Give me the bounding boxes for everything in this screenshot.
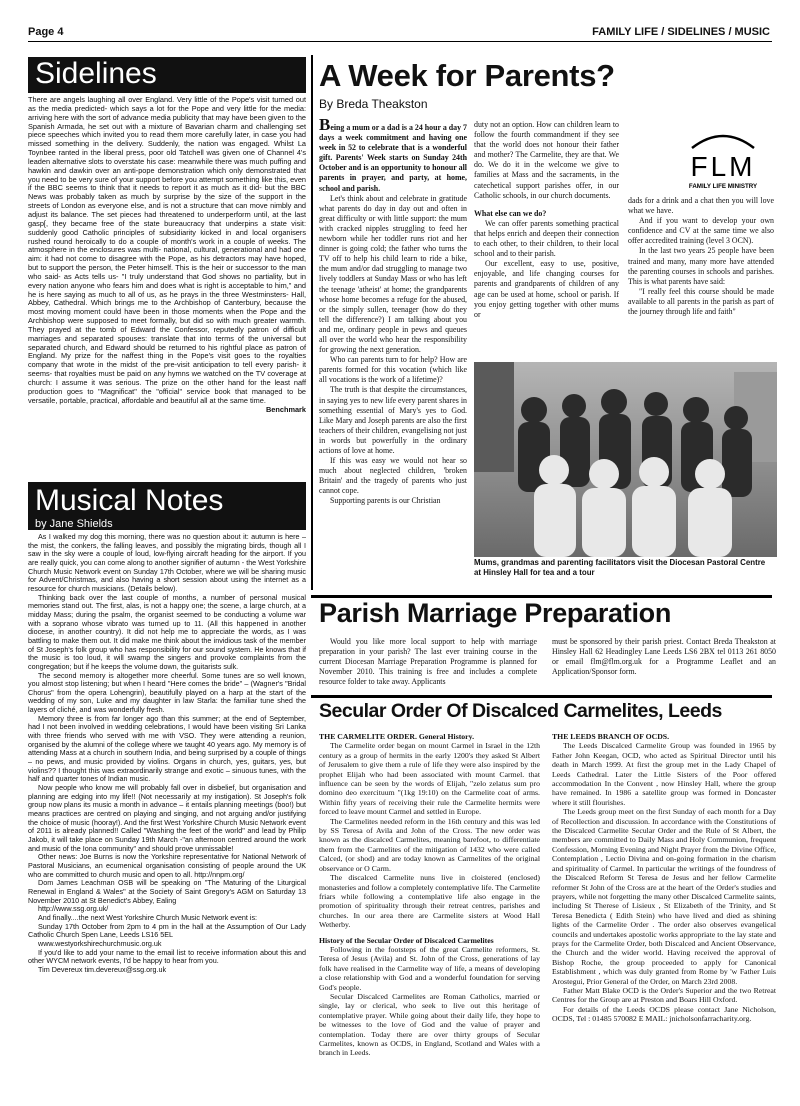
week-lead: eing a mum or a dad is a 24 hour a day 7 days a week commitment and having one week in 52 to celebrate that is a wonderful gift. Parents' Week starts on Sunday 24th October and is an opportunity to honour all parents in prayer, and party, at home, school and parish. xyxy=(319,123,467,193)
week-column-2 xyxy=(474,120,619,320)
marriage-text-left: Would you like more local support to help with marriage preparation in your parish? The last ever training course in the current Diocesan Marriage Preparation Programme is planned for November 2010. This training is free and includes a complete resource folder to take away. Applicants xyxy=(319,637,537,687)
header-rule xyxy=(28,41,772,42)
music-paragraph: Dom James Leachman OSB will be speaking on "The Maturing of the Liturgical Renewal in England & Wales" at the Society of Saint Gregory's AGM on Saturday 13 November 2010 at St Benedict's Abbey, Ealing xyxy=(28,878,306,905)
music-article xyxy=(28,533,306,974)
week-paragraph: duty not an option. How can children learn to follow the fourth commandment if they see that the world does not honour their father and mother? The Carmelite, they are that. We do. We do it in the welcome we give to families at Mass and the sacraments, in the catechetical support parishes offer, in our Catholic schools, in our church documents. xyxy=(474,120,619,200)
music-title: Musical Notes xyxy=(35,484,224,517)
week-paragraph: In the last two years 25 people have been trained and many, many more have attended the parenting courses in schools and parishes. This is what parents have said: xyxy=(628,246,774,286)
carmelites-heading: THE LEEDS BRANCH OF OCDS. xyxy=(552,732,670,741)
music-contact: Tim Devereux tim.devereux@ssg.org.uk xyxy=(38,964,167,974)
sidelines-title: Sidelines xyxy=(35,57,157,90)
week-paragraph: Our excellent, easy to use, positive, enjoyable, and life changing courses for parents and grandparents of children of any age can be used at home, school or parish. If you enjoy getting together with other mums or xyxy=(474,259,619,319)
music-paragraph: And finally....the next West Yorkshire Church Music Network event is: xyxy=(38,912,258,922)
week-drop-cap: B xyxy=(319,115,331,134)
section-title: FAMILY LIFE / SIDELINES / MUSIC xyxy=(592,26,770,38)
flm-logo xyxy=(668,118,778,192)
marriage-title: Parish Marriage Preparation xyxy=(319,598,672,628)
section-rule xyxy=(311,695,772,698)
sidelines-banner xyxy=(28,57,306,93)
week-paragraph: dads for a drink and a chat then you will love what we have. xyxy=(628,196,774,216)
carmelites-paragraph: Following in the footsteps of the great Carmelite reformers, St. Teresa of Jesus (Avila) and St. John of the Cross, generations of lay folk have realised in the Carmelite way of life, a means of developing a close relationship with God and a wonderful foundation for serving God's people. xyxy=(319,944,540,992)
music-paragraph: Sunday 17th October from 2pm to 4 pm in the hall at the Assumption of Our Lady Catholic Church Spen Lane, Leeds LS16 5EL xyxy=(28,921,306,940)
week-paragraph: We can offer parents something practical that helps enrich and deepen their connection to each other, to their children, to their local school and to their parish. xyxy=(474,218,619,259)
week-paragraph: Let's think about and celebrate in gratitude what parents do day in day out and often in great difficulty or with little support: the mum with cracked nipples struggling to feed her newborn while her toddler runs riot and her dinner is going cold; the father who turns the TV off to help his child learn to ride a bike, the mum and/or dad struggling to manage two lively toddlers at Sunday Mass or who has left the teenage 'atheist' at home; the grandparents whose home becomes a refuge for the abused, or the simply sullen, teenager (how do they tell the difference?) I am talking about you and me, ordinary people in pews and queues all over the world who hear the responsibility for growing the next generation. xyxy=(319,193,467,355)
photo-caption: Mums, grandmas and parenting facilitators visit the Diocesan Pastoral Centre at Hinsley Hall for tea and a tour xyxy=(474,558,766,577)
flm-logo-letters: FLM xyxy=(690,151,756,182)
carmelites-title: Secular Order Of Discalced Carmelites, Leeds xyxy=(319,700,722,722)
flm-logo-subtitle: FAMILY LIFE MINISTRY xyxy=(688,183,758,190)
music-paragraph: Now people who know me will probably fall over in disbelief, but organisation and planning are edging into my life!! (Not necessarily at my instigation). St Joseph's folk group now plans its music a month in advance – it entails planning meetings (boo!) but means practices are centred on playing and singing, and not arguing and/or justifying the choice of music (hooray!). And the first West Yorkshire Church Music Network event of 2011 is already planned!! Called "Washing the feet of the world" and lead by Philip Jakob, it will take place on Sunday 19th March -"an afternoon centred around the work and music of the Iona community" and should prove unmissable! xyxy=(28,783,306,853)
carmelites-paragraph: The Leeds group meet on the first Sunday of each month for a Day of Recollection and discussion. In accordance with the Constitutions of the Discalced Carmelite Secular Order and the Rule of St Albert, the members are committed to Daily Mass and Holy Communion, frequent Confession, Morning Evening and Night Prayer from the Divine Office, Contemplation , Lectio Divina and on-going formation in the charism and spirituality of Carmel. In particular the writings of the foundress of the Discalced Reform St Teresa de Jesus and her fellow Carmelite reformer St John of the Cross are at the heart of the Order's studies and prayers, while not forgetting the many other Discalced Carmelite saints, including St Therese of Lisieux , St Elizabeth of the Trinity, and St Teresa Benedicta ( Edith Stein) who have lived and died as shining lights of the Carmelite Order . The order also observes evangelical councils and undertakes apostolic works appropriate to the lay state and prays for the Carmelite Order, both Discalced and Ancient Observance, the Church and the wider world. Having received the approval of Bishop Roche, the group proceeded to apply for Canonical Establishment , which was duly granted from Rome by 'w Father Luis Arostegui, Prior General of the Order, on March 23rd 2008. xyxy=(552,807,776,986)
week-paragraph: Who can parents turn to for help? How are parents formed for this vocation (which like all vocations is the work of a lifetime)? xyxy=(319,355,467,385)
music-paragraph: The second memory is altogether more cheerful. Some tunes are so well known, you almost stop listening; but when I heard "Here comes the bride" – (Wagner's "Bridal Chorus" from the opera Lohengrin), beautifully played on a harp at the start of the wedding of my son, Luke and my daughter in law Starla: the familiar tune shed the layers of cliché, and was wonderfully fresh. xyxy=(28,670,306,715)
week-column-1 xyxy=(319,115,467,507)
group-photo xyxy=(474,362,777,557)
carmelites-paragraph: The Carmelites needed reform in the 16th century and this was led by SS Teresa of Avila and John of the Cross. The new order was known as the discalced Carmelites, meaning barefoot, to differentiate them from the Carmelites of the mitigation of 1432 who were called Calced, (or shod) and are today known as Carmelites of the original observance or O Carm. xyxy=(319,816,540,873)
week-paragraph: The truth is that despite the circumstances, in saying yes to new life every parent shares in something essential of Mary's yes to God. Like Mary and Joseph parents are also the first teachers of their children, evangelising not just in words but powerfully in the ordinary actions of love at home. xyxy=(319,385,467,455)
carmelites-paragraph: The Carmelite order began on mount Carmel in Israel in the 12th century as a group of hermits in the early 1200's they asked St Albert of Jerusalem to give them a rule of life they were also inspired by the prophet Elijah who had been associated with mount Carmel. that influence can be seen by the words of Elijah, "zelo zelatus sum pro domino deo exercituum "(1kg 19:10) on the Carmelite coat of arms. Within fifty years of receiving their rule the Carmelite hermits were forced to leave mount Carmel and settled in Europe. xyxy=(319,741,540,817)
carmelites-column-left xyxy=(319,732,540,1058)
carmelites-column-right xyxy=(552,732,776,1024)
sidelines-article xyxy=(28,96,306,414)
week-title: A Week for Parents? xyxy=(319,58,615,93)
marriage-text-right: must be sponsored by their parish priest. Contact Breda Theakston at Hinsley Hall 62 Headingley Lane Leeds LS6 2BX tel 0113 261 8050 or email flm@flm.org.uk for a Programme Leaflet and an Application/Sponsor form. xyxy=(552,637,776,677)
group-photo-image xyxy=(474,362,777,557)
music-paragraph: Other news: Joe Burns is now the Yorkshire representative for National Network of Pastoral Musicians, an ecumenical organisation consisting of people around the UK who are committed to church music and open to all. http://nnpm.org/ xyxy=(28,852,306,879)
carmelites-paragraph: The discalced Carmelite nuns live in cloistered (enclosed) monasteries and follow a completely contemplative life. The Carmelite friars while following a contemplative life also engage in the promotion of spirituality through their retreat centres, parishes and churches. In our area there are Carmelite sisters at Wood Hall Wetherby. xyxy=(319,873,540,930)
flm-logo-graphic xyxy=(668,118,778,192)
music-banner xyxy=(28,482,306,530)
week-quote: "I really feel this course should be made available to all parents in the parish as part of the journey through life and faith" xyxy=(628,286,774,317)
carmelites-paragraph: For details of the Leeds OCDS please contact Jane Nicholson, OCDS, Tel : 01485 570082 E MAIL: jnicholsonfarracharity.org. xyxy=(552,1004,776,1024)
carmelites-paragraph: Father Matt Blake OCD is the Order's Superior and the two Retreat Centres for the Group are at Preston and Boars Hill Oxford. xyxy=(552,985,776,1005)
carmelites-heading: History of the Secular Order of Discalced Carmelites xyxy=(319,935,494,945)
week-paragraph: And if you want to develop your own confidence and CV at the same time we also offer accredited training (level 3 OCN). xyxy=(628,216,774,246)
week-paragraph: If this was easy we would not hear so much about neglected children, 'broken Britain' and the tragedy of parents who just cannot cope. xyxy=(319,456,467,496)
week-subhead: What else can we do? xyxy=(474,208,547,218)
column-divider xyxy=(311,55,313,590)
carmelites-paragraph: The Leeds Discalced Carmelite Group was founded in 1965 by Father John Keegan, OCD, who acted as Spiritual Director until his death in March 1999. At first the group met in the Lady Chapel of Leeds Cathedral. Later the Little Sisters of the Poor offered accommodation In the Convent , now Hinsley Hall, where the group have remained. In 1986 a satellite group was formed in Doncaster where it still flourishes. xyxy=(552,741,776,807)
sidelines-signoff: Benchmark xyxy=(266,404,306,414)
week-paragraph: Supporting parents is our Christian xyxy=(330,496,441,506)
sidelines-text: There are angels laughing all over England. Very little of the Pope's visit turned out as the media predicted- which says a lot for the Pope and very little for the media: arriving here with the sort of advance media publicity that may have been given to the Spanish Armada, he set out with a mixture of Bavarian charm and challenging set piece speeches which invited you to read them more carefully later, in case you had missed something in the delivery. Suddenly, the nation was engaged. Whilst La Toynbee ranted in the liberal press, poor old Tatchell was given one of Channel 4's leaden alternative slots to overstate his case: meanwhile there was much puffing and hawkin and dawkin over an anti-pope demonstration which only demonstrated that you need to be very sure of your support before you attempt something like this, even if the BBC seems to think that it needs to report it as much as it did- but the BBC News was probably taken as much by surprise by the size of the support in the streets of London as everyone else, and is not a structure that can move nimbly and adjust its balance. The set pieces had threatened to underperform until, at the last gasp[, they became free of the state bureaucracy that underpins a state visit: suddenly good Catholic principles of subsidiarity kicked in and local organisers rushed round heroically to do a couple of month's work in a couple of weeks. The atmosphere in the enclosures was multi- national, cultural, generational and had one aim: it had not come to disagree with the Pope, as his detractors may have hoped, but to support the person, the Peter himself. This is the heir or successor to the man who said- as Acts tells us- "I truly understand that God shows no partiality, but in every nation anyone who fears him and does what is right is acceptable to him," and he is here saying as much to all of us, as he prays in the three Westminsters- Hall, Abbey, Cathedral. Which brings me to the Archbishop of Canterbury, because the most moving moment could have been in those moments when the Pope and the Archbishop were supposed to meet formally, but did so with much greater warmth. They prayed at the tomb of Edward the Confessor, reputedly patron of difficult marriages and separated spouses: translate that into terms of the universal but separated church, and Edward should be returned to his rightful place as patron of England. My prize for the naffest thing in the Pope's visit goes to the royalties company that wrote in the midst of the pre-visit anticipation to tell every parish- it seems- that royalties must be paid on any hymns we watched on the TV coverage at church: I assume it was serious. The prize on the other hand for the least naff production goes to "Magnificat" the "official" service book that managed to be versatile, portable, practical, affordable and beautiful all at the same time. xyxy=(28,95,306,405)
week-byline: By Breda Theakston xyxy=(319,97,428,111)
carmelites-paragraph: Secular Discalced Carmelites are Roman Catholics, married or single, lay or clerical, who seek to live out this heritage of contemplative prayer. While going about their daily life, they hope to be witnesses to the love of God and the value of prayer and contemplation. Today there are over thirty groups of Secular Carmelites, known as OCDS, in England, Scotland and Wales with a branch in Leeds. xyxy=(319,991,540,1058)
page-number: Page 4 xyxy=(28,26,64,38)
music-paragraph: If you'd like to add your name to the email list to receive information about this and other WYCM network events, I'd be happy to hear from you. xyxy=(28,947,306,966)
carmelites-heading: THE CARMELITE ORDER. General History. xyxy=(319,732,475,741)
music-link[interactable]: www.westyorkshirechurchmusic.org.uk xyxy=(38,938,162,948)
week-column-3 xyxy=(628,196,774,317)
music-byline: by Jane Shields xyxy=(35,518,113,530)
music-paragraph: Memory three is from far longer ago than this summer; at the end of September, had I not been involved in wedding celebrations, I would have been visiting Sri Lanka with three friends who served with me with VSO. They were attending a reunion, organised by the alumni of the college where we taught 40 years ago. My memory is of attending Mass at a church in southern India, and being surprised by a couple of things – no pews, and music provided by violins. Organs in church, yes, guitars, yes, but violins?? I thought this was extraordinarily strange and exotic – sinuous tunes, with the half and quarter tones of Indian music. xyxy=(28,713,306,784)
music-link[interactable]: http://www.ssg.org.uk/ xyxy=(38,904,109,914)
music-paragraph: Thinking back over the last couple of months, a number of personal musical memories stand out. The first, alas, is not a happy one; the scene, a large church, at a midday Mass; during the psalm, the organist seemed to be conducting a volume war with a soprano whose vibrato was turned up to 11. (All this happened in another diocese, in another country). It did not help me to appreciate the words, as I was battling to make them out. It did make me think about the invidious task of the member of St Joseph's folk group who has responsibility for our sound system. He knows that if the music is too loud, it will swamp the singers and provoke complaints from the congregation; but if he keeps the volume down, the guitarists sulk. xyxy=(28,592,306,671)
music-paragraph: As I walked my dog this morning, there was no question about it: autumn is here – the mist, the conkers, the falling leaves, and possibly the migrating birds, though all I saw in the sky were a couple of loud, low-flying aircraft heading for the airport. If you are really quick, you can come along to another signifier of autumn - the West Yorkshire Church Music Network event on Sunday 17th October, where we will be sharing music for Advent/Christmas, and also having a short session about using the internet as a resource for church musicians. (Details below). xyxy=(28,532,306,593)
